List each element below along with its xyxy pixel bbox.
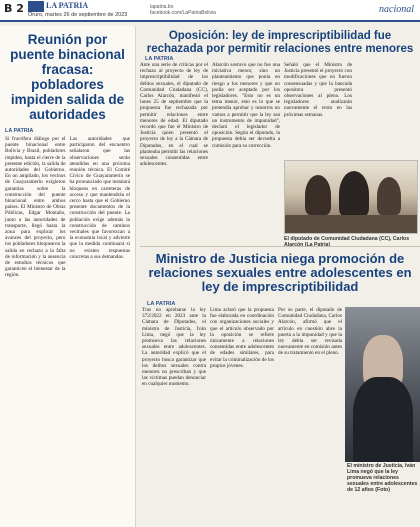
page-header xyxy=(0,0,420,22)
bottom-col-3: Por su parte, el diputado de Comunidad Ciudadana, Carlos Alarcón, afirmó que el artículo en cuestión abre la puerta a la impunidad y que la ley debía ser revisada nuevamente en comisión antes de su tratamiento en el pleno. xyxy=(278,307,342,357)
left-article xyxy=(0,26,136,527)
page-number: B 2 xyxy=(4,2,24,15)
top-kicker: LA PATRIA xyxy=(145,56,174,62)
web-links: lapatria.bo facebook.com/LaPatriaBolivia xyxy=(150,4,216,16)
bottom-article xyxy=(140,246,420,527)
top-col-2: Alarcón sostuvo que no fue una iniciativa menor, sino un planteamiento que ponía en riesgo a los menores y que no podía ser aceptado por los legisladores. "Esto no es un tema menor, esto es lo que se pretendía aprobar y nosotros no vamos a permitir que la ley sea un instrumento de impunidad", declaró el legislador de oposición. Según el diputado, la propuesta debía ser devuelta a comisión para su corrección. xyxy=(212,62,280,149)
left-body xyxy=(0,134,135,281)
alarcon-photo xyxy=(284,160,418,234)
bottom-col-2: Lima aclaró que la propuesta fue elaborada en coordinación con organizaciones sociales y que el artículo observado por la oposición se refiere únicamente a relaciones consentidas entre adolescentes de edades similares, para evitar la criminalización de los propios jóvenes. xyxy=(210,307,274,369)
bottom-col-1: Tras no aprobarse la ley 372/2022 en 2023 ante la Cámara de Diputados, el ministro de Justicia, Iván Lima, negó que la ley promueva las relaciones sexuales entre adolescentes. La autoridad explicó que el proyecto busca garantizar que los delitos sexuales contra menores no prescriban y que las víctimas puedan denunciar en cualquier momento. xyxy=(142,307,206,388)
top-article xyxy=(140,26,420,246)
bottom-kicker: LA PATRIA xyxy=(147,301,176,307)
newspaper-name: LA PATRIA xyxy=(46,1,89,10)
bottom-photo-caption: El ministro de Justicia, Iván Lima negó que la ley promueva relaciones sexuales entre adolescentes de 12 años (Foto) xyxy=(347,463,418,493)
section-name: nacional xyxy=(379,4,414,15)
left-col-1: Si fructífera diálogo por el puente binacional entre Bolivia y Brasil, pobladores impiden, hasta el cierre de la presente edición, la salida de autoridades del Gobierno. En un ampliado, los vecinos de Guayaramerín exigieron garantías sobre la construcción del puente binacional entre ambos países. El Ministro de Obras Públicas, Edgar Montaño, junto a las autoridades de transporte, llegó hasta la zona para explicar los avances del proyecto, pero los pobladores bloquearon la salida en rechazo a la falta de información y la ausencia de estudios técnicos que garanticen el bienestar de la región. xyxy=(5,136,66,279)
top-photo-caption: El diputado de Comunidad Ciudadana (CC), Carlos Alarcón (La Patria) xyxy=(284,236,410,248)
left-kicker: LA PATRIA xyxy=(5,128,34,134)
left-headline: Reunión por puente binacional fracasa: pobladores impiden salida de autoridades xyxy=(10,32,125,122)
issue-date: Oruro, martes 26 de septiembre de 2023 xyxy=(28,12,128,18)
minister-photo xyxy=(345,307,420,462)
top-col-1: Ante una serie de críticas por el rechazo al proyecto de ley de imprescriptibilidad de los delitos sexuales, el diputado de Comunidad Ciudadana (CC), Carlos Alarcón, manifestó el lunes 25 de septiembre que la propuesta fue rechazada por permitir relaciones entre menores de edad. El diputado recordó que fue el Ministro de Justicia quien presentó el proyecto de ley a la Cámara de Diputados, en el cual se planteaba permitir las relaciones sexuales consentidas entre adolescentes. xyxy=(140,62,208,168)
top-col-3: Señaló que el Ministro de Justicia presentó el proyecto con modificaciones que no fueron consensuadas y que la bancada opositora presentó observaciones al pleno. Los legisladores analizarán nuevamente el texto en las próximas semanas. xyxy=(284,62,352,118)
top-headline: Oposición: ley de imprescriptibilidad fue rechazada por permitir relaciones entre menores xyxy=(146,30,414,55)
bottom-headline: Ministro de Justicia niega promoción de relaciones sexuales entre adolescentes en ley de imprescriptibilidad xyxy=(148,251,412,294)
left-col-2: Las autoridades que participaron del encuentro señalaron que las observaciones serán atendidas en una próxima reunión técnica. El Comité Cívico de Guayaramerín se ha pronunciado que instalará bloqueos en carreteras de acceso y que mantendrán el cerco hasta que el Gobierno presente documentos de la construcción del puente. La población exige además la construcción de caminos vecinales que favorezcan a la economía local y advierte que la medida continuará si no existen respuestas concretas a sus demandas. xyxy=(69,136,130,260)
newspaper-logo-icon xyxy=(28,1,44,12)
top-article-body xyxy=(140,56,420,248)
